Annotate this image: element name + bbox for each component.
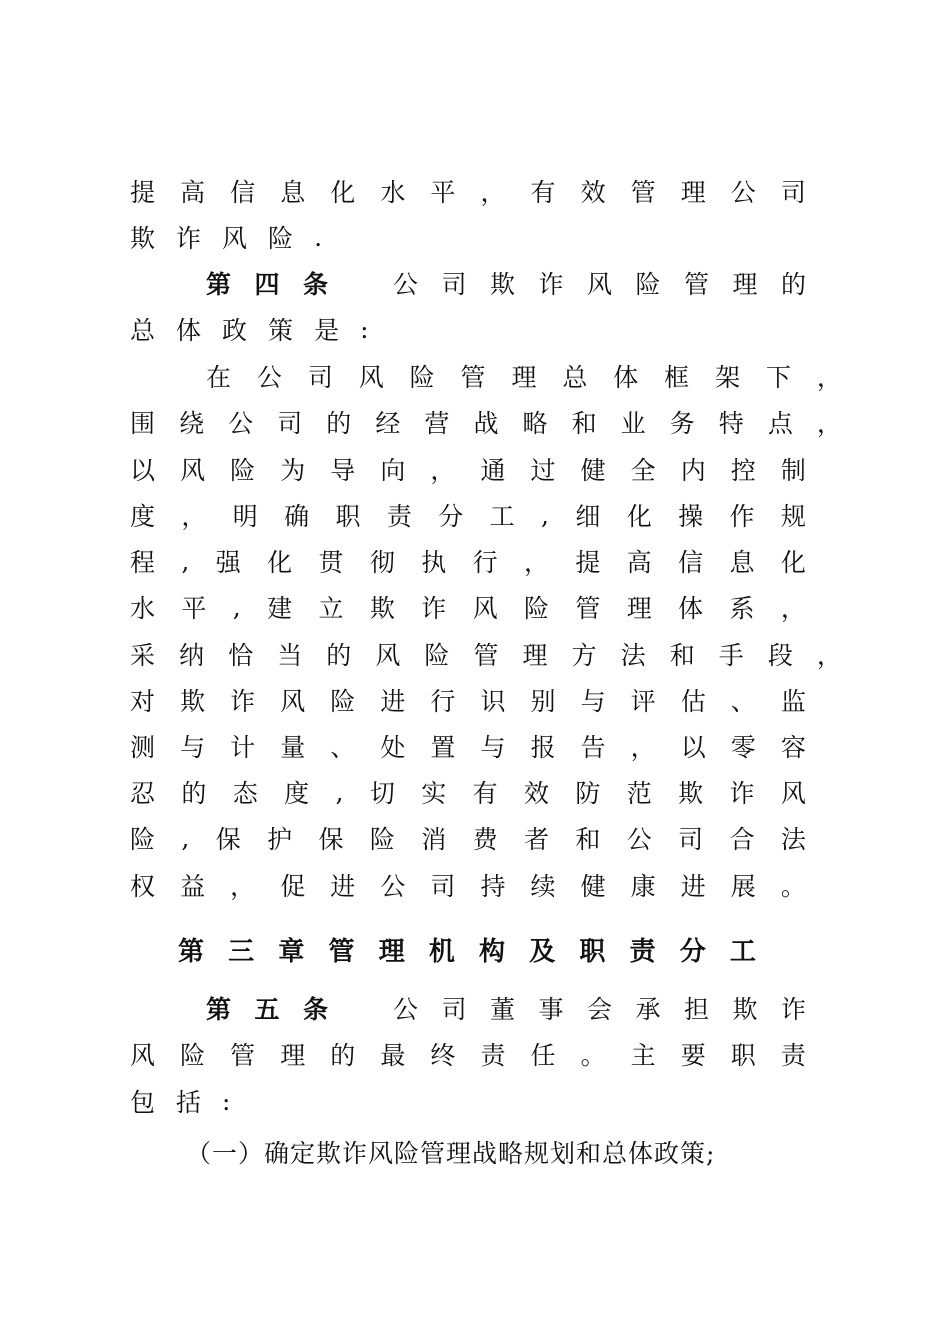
text-char: 。 — [780, 872, 806, 901]
text-char: 业 — [620, 409, 646, 438]
heading-char: 责 — [629, 936, 656, 967]
text-char: 化 — [267, 548, 293, 577]
text-char: 。 — [580, 1041, 606, 1070]
text-char: 管 — [230, 1041, 256, 1070]
article-number-char: 四 — [254, 270, 280, 299]
text-char: 欺 — [180, 687, 206, 716]
text-char: 在 — [206, 363, 232, 392]
text-char: 化 — [330, 178, 356, 207]
text-char: 息 — [280, 178, 306, 207]
chapter-heading — [178, 926, 756, 972]
text-char: 持 — [480, 872, 506, 901]
body-line-13 — [130, 723, 806, 769]
body-line-2 — [130, 214, 806, 260]
text-char: 险 — [523, 594, 549, 623]
article5-line-2 — [130, 1031, 806, 1077]
text-char: 理 — [626, 594, 652, 623]
text-char: 容 — [780, 733, 806, 762]
text-char: 有 — [472, 779, 498, 808]
text-char: 促 — [280, 872, 306, 901]
text-char: 平 — [430, 178, 456, 207]
text-char: 的 — [326, 641, 352, 670]
text-char: 风 — [358, 363, 384, 392]
text-char: 息 — [729, 548, 755, 577]
heading-char: 章 — [278, 936, 305, 967]
article5-line-3 — [130, 1078, 806, 1124]
text-char: 恰 — [228, 641, 254, 670]
text-char: 与 — [580, 687, 606, 716]
text-char: 事 — [538, 995, 564, 1024]
body-line-6 — [130, 399, 842, 445]
text-char: 护 — [267, 825, 293, 854]
text-char: 和 — [571, 409, 597, 438]
text-char: 司 — [441, 270, 467, 299]
text-char: : — [222, 1086, 231, 1116]
text-char: ， — [780, 594, 806, 623]
text-char: 以 — [680, 733, 706, 762]
text-char: 内 — [680, 456, 706, 485]
text-char: ， — [630, 733, 656, 762]
text-char: 司 — [430, 872, 456, 901]
text-char: 管 — [460, 363, 486, 392]
text-char: 理 — [280, 1041, 306, 1070]
text-char: 是 — [314, 316, 340, 345]
text-char: 理 — [511, 363, 537, 392]
text-char: 权 — [130, 872, 156, 901]
text-char: 工 — [489, 502, 515, 531]
heading-char: 管 — [328, 936, 355, 967]
text-char: , — [181, 546, 190, 576]
text-char: 健 — [580, 456, 606, 485]
text-char: 与 — [480, 733, 506, 762]
text-char: 行 — [430, 687, 456, 716]
text-char: 保 — [318, 825, 344, 854]
heading-char: 工 — [729, 936, 756, 967]
text-char: 细 — [575, 502, 601, 531]
text-char: 手 — [718, 641, 744, 670]
text-char: 者 — [523, 825, 549, 854]
text-char: 管 — [683, 270, 709, 299]
text-char: 当 — [277, 641, 303, 670]
text-char: 操 — [678, 502, 704, 531]
text-char: 规 — [780, 502, 806, 531]
text-char: 终 — [430, 1041, 456, 1070]
text-char: 诈 — [421, 594, 447, 623]
text-char: 法 — [780, 825, 806, 854]
article-number-char: 五 — [254, 995, 280, 1024]
text-char: 效 — [523, 779, 549, 808]
text-char: 有 — [530, 178, 556, 207]
text-char: 公 — [256, 363, 282, 392]
text-char: 续 — [530, 872, 556, 901]
text-char: 诈 — [780, 995, 806, 1024]
text-char: 过 — [530, 456, 556, 485]
text-char: 诈 — [538, 270, 564, 299]
text-char: 主 — [630, 1041, 656, 1070]
text-char: 略 — [522, 409, 548, 438]
text-char: , — [232, 592, 241, 622]
text-char: 效 — [580, 178, 606, 207]
text-char: 风 — [586, 270, 612, 299]
text-char: 体 — [678, 594, 704, 623]
text-char: 职 — [730, 1041, 756, 1070]
text-char: 最 — [380, 1041, 406, 1070]
text-char: 测 — [130, 733, 156, 762]
article5-line-1 — [206, 985, 806, 1031]
text-char: 理 — [522, 641, 548, 670]
text-char: 公 — [626, 825, 652, 854]
list-item-1: （一）确定欺诈风险管理战略规划和总体政策; — [186, 1139, 716, 1168]
text-char: 向 — [380, 456, 406, 485]
text-char: 欺 — [369, 594, 395, 623]
text-char: 险 — [635, 270, 661, 299]
text-char: 防 — [575, 779, 601, 808]
text-char: 公 — [730, 178, 756, 207]
text-char: ， — [816, 363, 842, 392]
text-char: 风 — [780, 779, 806, 808]
text-char: 绕 — [179, 409, 205, 438]
text-char: 欺 — [130, 224, 156, 253]
text-char: 险 — [180, 1041, 206, 1070]
text-char: ， — [480, 178, 506, 207]
heading-char: 构 — [479, 936, 506, 967]
text-char: 作 — [729, 502, 755, 531]
text-char: 司 — [441, 995, 467, 1024]
text-char: 险 — [369, 825, 395, 854]
text-char: ， — [230, 872, 256, 901]
text-char: 险 — [130, 825, 156, 854]
text-char: 司 — [307, 363, 333, 392]
text-char: 的 — [330, 1041, 356, 1070]
text-char: 险 — [424, 641, 450, 670]
text-char: 别 — [530, 687, 556, 716]
text-char: 和 — [669, 641, 695, 670]
text-char: 与 — [180, 733, 206, 762]
body-line-1 — [130, 168, 806, 214]
text-char: 要 — [680, 1041, 706, 1070]
text-char: 风 — [472, 594, 498, 623]
text-char: 对 — [130, 687, 156, 716]
text-char: 担 — [683, 995, 709, 1024]
text-char: 忍 — [130, 779, 156, 808]
text-char: 纳 — [179, 641, 205, 670]
text-char: 特 — [718, 409, 744, 438]
text-char: 系 — [729, 594, 755, 623]
text-char: 公 — [392, 995, 418, 1024]
text-char: 范 — [626, 779, 652, 808]
text-char: 风 — [130, 1041, 156, 1070]
text-char: 的 — [326, 409, 352, 438]
text-char: 费 — [472, 825, 498, 854]
text-char: 监 — [780, 687, 806, 716]
text-char: 险 — [330, 687, 356, 716]
text-char: 体 — [613, 363, 639, 392]
body-line-3 — [206, 260, 806, 306]
text-char: 为 — [280, 456, 306, 485]
text-char: 战 — [473, 409, 499, 438]
text-char: 度 — [130, 502, 156, 531]
text-char: 公 — [380, 872, 406, 901]
text-char: 零 — [730, 733, 756, 762]
text-char: 公 — [228, 409, 254, 438]
body-line-16 — [130, 862, 806, 908]
text-char: 分 — [438, 502, 464, 531]
text-char: 策 — [268, 316, 294, 345]
text-char: 风 — [375, 641, 401, 670]
text-char: 管 — [575, 594, 601, 623]
text-char: 总 — [130, 316, 156, 345]
text-char: 控 — [730, 456, 756, 485]
text-char: 方 — [571, 641, 597, 670]
text-char: ， — [816, 641, 842, 670]
text-char: 化 — [780, 548, 806, 577]
text-char: 进 — [680, 872, 706, 901]
text-char: 董 — [489, 995, 515, 1024]
text-char: 诈 — [729, 779, 755, 808]
text-char: 导 — [330, 456, 356, 485]
text-char: 围 — [130, 409, 156, 438]
text-char: 段 — [767, 641, 793, 670]
body-line-7 — [130, 446, 806, 492]
text-char: 的 — [780, 270, 806, 299]
text-char: 进 — [380, 687, 406, 716]
text-char: 切 — [369, 779, 395, 808]
text-char: 风 — [222, 224, 248, 253]
text-char: 营 — [424, 409, 450, 438]
text-char: 程 — [130, 548, 156, 577]
text-char: 水 — [380, 178, 406, 207]
text-char: 险 — [230, 456, 256, 485]
text-char: 通 — [480, 456, 506, 485]
text-char: 执 — [421, 548, 447, 577]
text-char: 贯 — [318, 548, 344, 577]
text-char: 、 — [730, 687, 756, 716]
text-char: : — [360, 314, 369, 344]
text-char: 态 — [232, 779, 258, 808]
text-char: 康 — [630, 872, 656, 901]
text-char: 处 — [380, 733, 406, 762]
text-char: 欺 — [678, 779, 704, 808]
text-char: 职 — [335, 502, 361, 531]
text-char: 提 — [130, 178, 156, 207]
text-char: 、 — [330, 733, 356, 762]
text-char: 立 — [318, 594, 344, 623]
text-char: 实 — [421, 779, 447, 808]
body-line-4 — [130, 306, 806, 352]
text-char: 量 — [280, 733, 306, 762]
text-char: 识 — [480, 687, 506, 716]
article-number-char: 条 — [303, 270, 329, 299]
text-char: , — [541, 500, 549, 530]
text-char: 进 — [330, 872, 356, 901]
text-char: 险 — [268, 224, 294, 253]
text-char: 责 — [780, 1041, 806, 1070]
text-char: 以 — [130, 456, 156, 485]
heading-char: 理 — [378, 936, 405, 967]
article-number-char: 第 — [206, 270, 232, 299]
heading-char: 三 — [228, 936, 255, 967]
text-char: 司 — [678, 825, 704, 854]
text-char: ， — [816, 409, 842, 438]
text-char: 度 — [284, 779, 310, 808]
body-line-11 — [130, 631, 842, 677]
text-char: 展 — [730, 872, 756, 901]
text-char: 消 — [421, 825, 447, 854]
text-char: 提 — [575, 548, 601, 577]
article-number-char: 条 — [303, 995, 329, 1024]
text-char: 框 — [664, 363, 690, 392]
text-char: 风 — [280, 687, 306, 716]
text-char: 理 — [680, 178, 706, 207]
body-line-15 — [130, 815, 806, 861]
text-char: 总 — [562, 363, 588, 392]
text-char: 确 — [284, 502, 310, 531]
text-char: 会 — [586, 995, 612, 1024]
text-char: 诈 — [230, 687, 256, 716]
text-char: 平 — [181, 594, 207, 623]
text-char: 明 — [232, 502, 258, 531]
text-char: 合 — [729, 825, 755, 854]
text-char: 化 — [626, 502, 652, 531]
text-char: ， — [523, 548, 549, 577]
text-char: ， — [430, 456, 456, 485]
text-char: 体 — [176, 316, 202, 345]
text-char: 管 — [473, 641, 499, 670]
text-char: 高 — [180, 178, 206, 207]
text-char: 信 — [230, 178, 256, 207]
text-char: 险 — [409, 363, 435, 392]
text-char: 公 — [392, 270, 418, 299]
text-char: 欺 — [732, 995, 758, 1024]
text-char: 括 — [176, 1088, 202, 1117]
heading-char: 职 — [579, 936, 606, 967]
heading-char: 机 — [428, 936, 455, 967]
text-char: 架 — [715, 363, 741, 392]
text-char: 计 — [230, 733, 256, 762]
text-char: 经 — [375, 409, 401, 438]
text-char: 彻 — [369, 548, 395, 577]
text-char: 健 — [580, 872, 606, 901]
text-char: 报 — [530, 733, 556, 762]
text-char: 责 — [386, 502, 412, 531]
text-char: 下 — [765, 363, 791, 392]
text-char: ， — [181, 502, 207, 531]
text-char: 制 — [780, 456, 806, 485]
text-char: 司 — [780, 178, 806, 207]
text-char: 政 — [222, 316, 248, 345]
heading-char: 第 — [178, 936, 205, 967]
text-char: 风 — [180, 456, 206, 485]
body-line-9 — [130, 538, 806, 584]
text-char: 信 — [678, 548, 704, 577]
text-char: 全 — [630, 456, 656, 485]
text-char: 和 — [575, 825, 601, 854]
text-char: 水 — [130, 594, 156, 623]
text-char: 置 — [430, 733, 456, 762]
text-char: 行 — [472, 548, 498, 577]
text-char: 理 — [732, 270, 758, 299]
text-char: 责 — [480, 1041, 506, 1070]
text-char: 司 — [277, 409, 303, 438]
text-char: 高 — [626, 548, 652, 577]
text-char: 任 — [530, 1041, 556, 1070]
body-line-10 — [130, 584, 806, 630]
text-char: 估 — [680, 687, 706, 716]
text-char: 承 — [635, 995, 661, 1024]
body-line-8 — [130, 492, 806, 538]
text-char: 益 — [180, 872, 206, 901]
body-line-5 — [206, 353, 842, 399]
text-char: 告 — [580, 733, 606, 762]
text-char: 包 — [130, 1088, 156, 1117]
text-char: 保 — [215, 825, 241, 854]
text-char: , — [335, 777, 344, 807]
text-char: 管 — [630, 178, 656, 207]
article-number-char: 第 — [206, 995, 232, 1024]
text-char: 的 — [181, 779, 207, 808]
text-char: . — [314, 222, 323, 252]
text-char: 强 — [215, 548, 241, 577]
text-char: 法 — [620, 641, 646, 670]
text-char: , — [181, 823, 190, 853]
body-line-12 — [130, 677, 806, 723]
text-char: 建 — [267, 594, 293, 623]
text-char: 务 — [669, 409, 695, 438]
body-line-14 — [130, 769, 806, 815]
heading-char: 分 — [679, 936, 706, 967]
text-char: 欺 — [489, 270, 515, 299]
text-char: 采 — [130, 641, 156, 670]
text-char: 评 — [630, 687, 656, 716]
text-char: 诈 — [176, 224, 202, 253]
text-char: 点 — [767, 409, 793, 438]
heading-char: 及 — [529, 936, 556, 967]
